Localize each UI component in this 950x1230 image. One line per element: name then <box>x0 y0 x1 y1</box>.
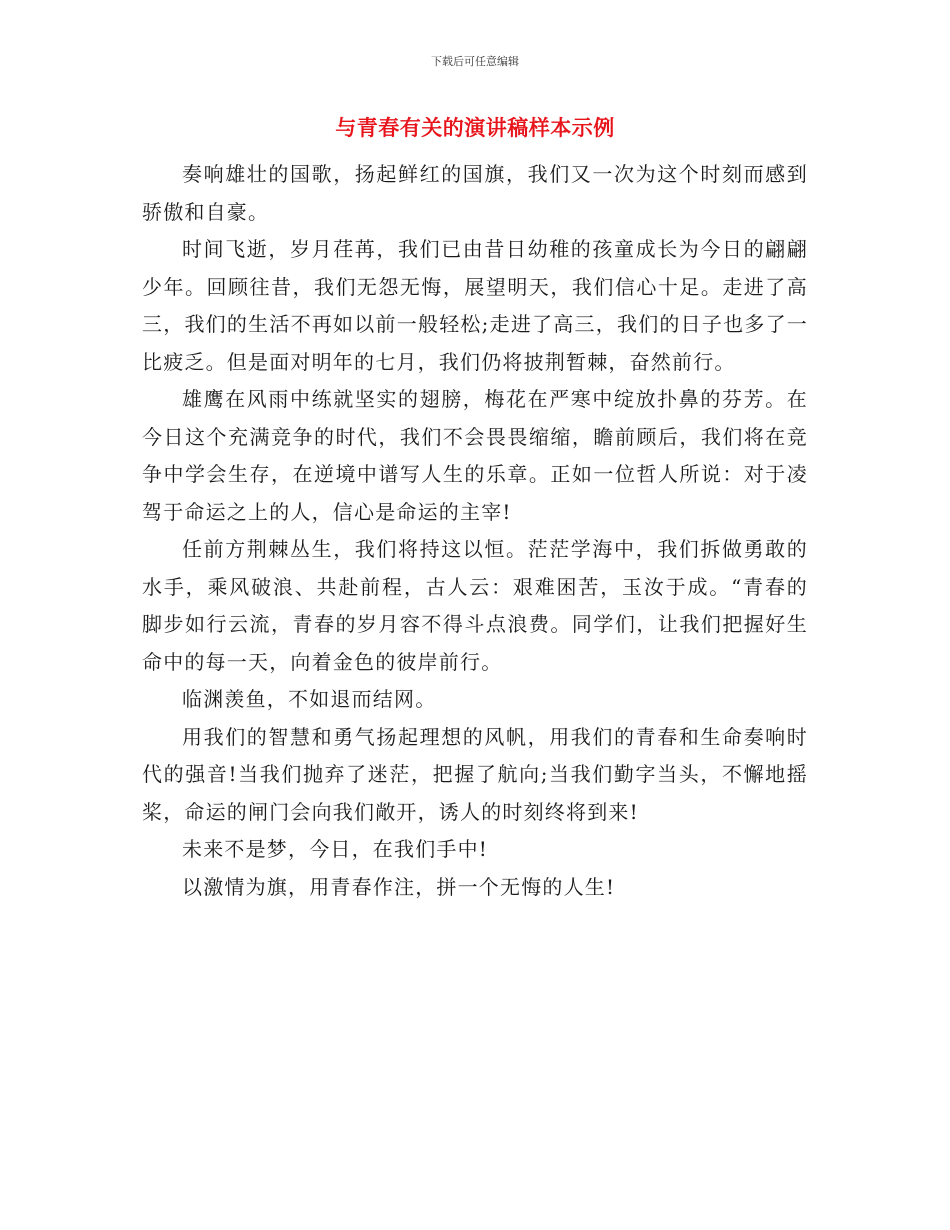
paragraph-2: 时间飞逝，岁月荏苒，我们已由昔日幼稚的孩童成长为今日的翩翩少年。回顾往昔，我们无怨无悔，展望明天，我们信心十足。走进了高三，我们的生活不再如以前一般轻松;走进了高三，我们的日子也多了一比疲乏。但是面对明年的七月，我们仍将披荆暂棘，奋然前行。 <box>142 237 808 374</box>
paragraph-8: 以激情为旗，用青春作注，拼一个无悔的人生! <box>182 874 616 899</box>
paragraph-7: 未来不是梦，今日，在我们手中! <box>182 837 489 861</box>
page-header-note: 下载后可任意编辑 <box>431 55 519 68</box>
document-body <box>142 156 808 906</box>
paragraph-1: 奏响雄壮的国歌，扬起鲜红的国旗，我们又一次为这个时刻而感到骄傲和自豪。 <box>142 162 808 224</box>
paragraph-3: 雄鹰在风雨中练就坚实的翅膀，梅花在严寒中绽放扑鼻的芬芳。在今日这个充满竞争的时代，我们不会畏畏缩缩，瞻前顾后，我们将在竞争中学会生存，在逆境中谱写人生的乐章。正如一位哲人所说：对于凌驾于命运之上的人，信心是命运的主宰! <box>142 387 808 524</box>
paragraph-5: 临渊羡鱼，不如退而结网。 <box>182 687 437 711</box>
paragraph-4: 任前方荆棘丛生，我们将持这以恒。茫茫学海中，我们拆做勇敢的水手，乘风破浪、共赴前程，古人云：艰难困苦，玉汝于成。“青春的脚步如行云流，青春的岁月容不得斗点浪费。同学们，让我们把握好生命中的每一天，向着金色的彼岸前行。 <box>142 537 808 674</box>
paragraph-6: 用我们的智慧和勇气扬起理想的风帆，用我们的青春和生命奏响时代的强音!当我们抛弃了迷茫，把握了航向;当我们勤字当头，不懈地摇桨，命运的闸门会向我们敞开，诱人的时刻终将到来! <box>142 724 808 824</box>
document-title: 与青春有关的演讲稿样本示例 <box>335 116 615 140</box>
